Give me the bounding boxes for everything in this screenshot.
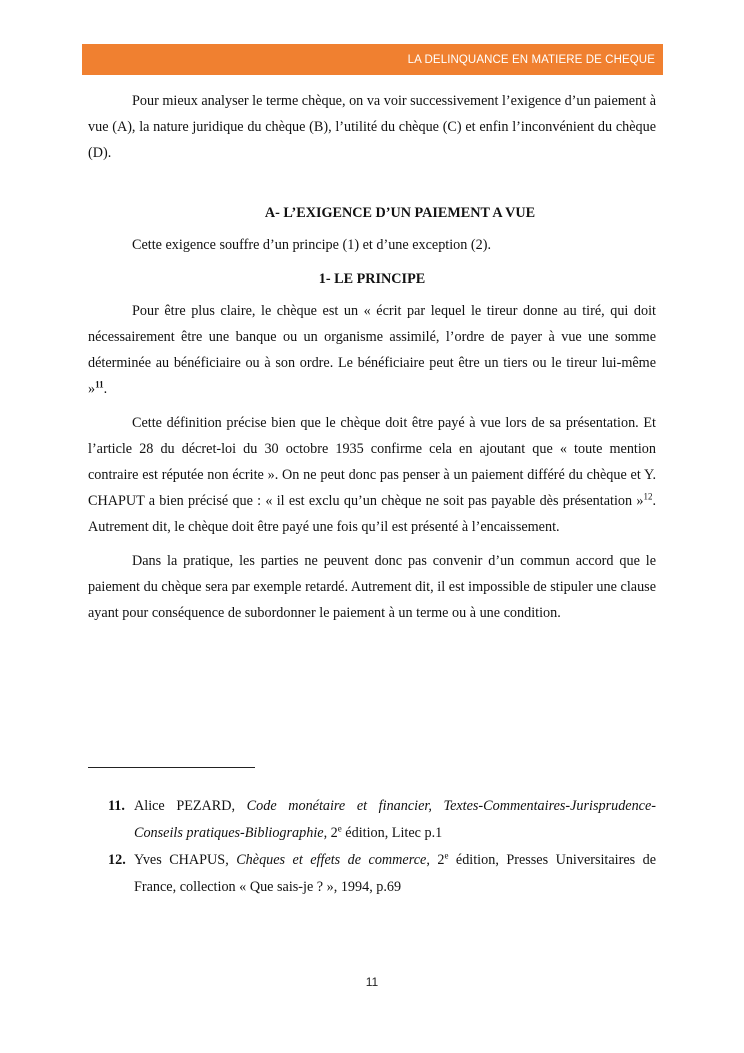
page-body: [88, 88, 656, 634]
footnote-title: Chèques et effets de commerce: [236, 852, 427, 868]
principle-end: .: [103, 381, 108, 397]
page-number: 11: [365, 975, 379, 989]
footnote-11: [108, 793, 656, 847]
practice-paragraph: Dans la pratique, les parties ne peuvent donc pas convenir d’un commun accord que le paiement du chèque sera par exemple retardé. Autrement dit, il est impossible de stipuler une clause ayant pour conséquence de subordonner le paiement à un terme ou à une condition.: [88, 553, 656, 621]
footnote-edition: , 2: [426, 852, 445, 868]
intro-paragraph: Pour mieux analyser le terme chèque, on va voir successivement l’exigence d’un paiement à vue (A), la nature juridique du chèque (B), l’utilité du chèque (C) et enfin l’inconvénient du chèque (D).: [88, 93, 656, 161]
footnote-author: Alice PEZARD,: [134, 798, 247, 814]
definition-paragraph: [88, 410, 656, 540]
definition-text-a: Cette définition précise bien que le chèque doit être payé à vue lors de sa présentation. Et l’article 28 du décret-loi du 30 octobre 1935 confirme cela en ajoutant que « toute mention contraire est réputée non écrite ». On ne peut donc pas penser à un paiement différé du chèque et Y. CHAPUT a bien précisé que : « il est exclu qu’un chèque ne soit pas payable dès présentation »: [88, 415, 656, 509]
footnote-edition: , 2: [323, 825, 338, 841]
footnote-title: Code monétaire et financier, Textes-Commentaires-Jurisprudence-Conseils pratiques-Bibliographie: [134, 798, 656, 841]
subsection-1-heading: 1- LE PRINCIPE: [318, 271, 426, 287]
footnote-ref-11[interactable]: 11: [95, 379, 104, 390]
running-header: [82, 44, 663, 75]
footnote-author: Yves CHAPUS,: [134, 852, 237, 868]
header-title: LA DELINQUANCE EN MATIERE DE CHEQUE: [407, 53, 655, 66]
footnote-12: [108, 847, 656, 901]
footnotes: [108, 793, 656, 901]
section-a-heading: A- L’EXIGENCE D’UN PAIEMENT A VUE: [264, 205, 536, 221]
principle-text: Pour être plus claire, le chèque est un « écrit par lequel le tireur donne au tiré, qui doit nécessairement être une banque ou un organisme assimilé, l’ordre de payer à vue une somme déterminée au bénéficiaire ou à son ordre. Le bénéficiaire peut être un tiers ou le tireur lui-même »: [88, 303, 656, 397]
footnote-ref-12[interactable]: 12: [643, 491, 653, 502]
section-a-lead: Cette exigence souffre d’un principe (1) et d’une exception (2).: [132, 237, 492, 253]
footnote-number: 11.: [108, 798, 125, 814]
footnote-rest: édition, Litec p.1: [341, 825, 443, 841]
footnote-separator: [88, 767, 255, 768]
footnote-text: [134, 847, 656, 901]
footnote-number: 12.: [108, 852, 126, 868]
footnote-edition-sup: e: [337, 823, 342, 834]
definition-text-b: . Autrement dit, le chèque doit être payé une fois qu’il est présenté à l’encaissement.: [88, 493, 656, 535]
footnote-rest: édition, Presses Universitaires de France, collection « Que sais-je ? », 1994, p.69: [134, 852, 657, 895]
footnote-edition-sup: e: [444, 850, 449, 861]
footnote-text: [134, 793, 656, 847]
principle-paragraph: [88, 298, 656, 402]
